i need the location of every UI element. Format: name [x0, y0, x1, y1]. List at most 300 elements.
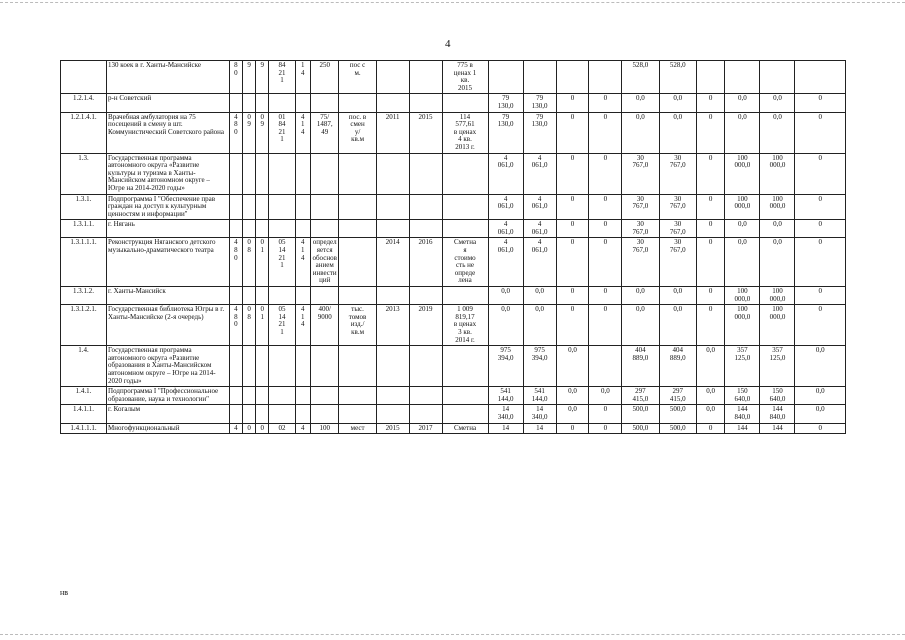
table-cell: 0 — [556, 305, 589, 346]
table-cell — [442, 94, 488, 112]
table-cell — [295, 287, 310, 305]
table-cell: 0 — [556, 153, 589, 194]
table-cell: 0 — [589, 153, 622, 194]
row-code: 1.3.1.2.1. — [61, 305, 107, 346]
table-cell: 01 84 21 1 — [269, 112, 295, 153]
table-row — [61, 287, 846, 305]
table-cell: 8 0 — [229, 61, 242, 94]
table-cell: 541 144,0 — [488, 387, 523, 405]
table-cell: пос. в смен у/ кв.м — [339, 112, 376, 153]
table-cell — [229, 153, 242, 194]
row-title: г. Ханты-Мансийск — [107, 287, 230, 305]
table-cell — [242, 405, 255, 423]
table-cell — [310, 346, 339, 387]
table-cell: 0 — [556, 220, 589, 238]
table-cell: 250 — [310, 61, 339, 94]
table-cell: 0 1 — [256, 305, 269, 346]
table-cell — [589, 346, 622, 387]
table-cell: 0 — [589, 238, 622, 287]
table-cell: 0,0 — [725, 220, 760, 238]
table-cell — [295, 346, 310, 387]
table-cell — [310, 405, 339, 423]
table-cell: 0,0 — [523, 305, 556, 346]
table-cell — [310, 153, 339, 194]
table-cell: 0,0 — [659, 287, 696, 305]
table-cell — [269, 405, 295, 423]
table-cell: 1 4 — [295, 61, 310, 94]
table-cell — [229, 194, 242, 220]
table-cell: Сметна — [442, 423, 488, 434]
table-cell: 2016 — [409, 238, 442, 287]
table-cell: 0 — [589, 287, 622, 305]
table-cell: 0 — [256, 423, 269, 434]
table-cell: 528,0 — [659, 61, 696, 94]
table-cell — [376, 194, 409, 220]
table-cell — [696, 61, 725, 94]
table-cell: 100 — [310, 423, 339, 434]
table-cell: 100 000,0 — [725, 305, 760, 346]
table-cell: 0,0 — [622, 287, 659, 305]
row-title: г. Когалым — [107, 405, 230, 423]
table-cell — [242, 153, 255, 194]
table-cell — [256, 153, 269, 194]
table-cell: тыс. томов изд./ кв.м — [339, 305, 376, 346]
table-cell: 0 — [795, 287, 846, 305]
table-cell: 0 — [589, 94, 622, 112]
table-cell: 0 — [696, 423, 725, 434]
row-title: Реконструкция Няганского детского музыкально-драматического театра — [107, 238, 230, 287]
table-cell: 0 — [556, 423, 589, 434]
table-cell — [376, 61, 409, 94]
table-cell: 0,0 — [659, 305, 696, 346]
table-cell: 297 415,0 — [622, 387, 659, 405]
table-cell: 0,0 — [589, 387, 622, 405]
table-cell: 30 767,0 — [659, 220, 696, 238]
table-cell — [256, 194, 269, 220]
table-cell: 4 8 0 — [229, 305, 242, 346]
table-cell: 4 061,0 — [488, 153, 523, 194]
table-cell: 30 767,0 — [622, 238, 659, 287]
table-cell: 4 061,0 — [523, 194, 556, 220]
table-row — [61, 112, 846, 153]
table-cell: 0,0 — [760, 238, 795, 287]
table-cell: 0 — [589, 194, 622, 220]
table-cell — [409, 220, 442, 238]
table-cell: 0 — [589, 423, 622, 434]
table-cell: 2015 — [376, 423, 409, 434]
table-cell — [256, 94, 269, 112]
table-cell: 541 144,0 — [523, 387, 556, 405]
table-cell: 4 061,0 — [488, 238, 523, 287]
row-code: 1.4.1. — [61, 387, 107, 405]
table-row — [61, 423, 846, 434]
table-cell: 100 000,0 — [725, 194, 760, 220]
table-cell — [339, 194, 376, 220]
table-cell: 0,0 — [795, 387, 846, 405]
table-cell: 0,0 — [622, 305, 659, 346]
table-cell — [409, 287, 442, 305]
table-cell — [242, 346, 255, 387]
table-cell: 100 000,0 — [760, 305, 795, 346]
table-cell: 0,0 — [725, 112, 760, 153]
table-cell — [295, 405, 310, 423]
table-cell: 144 840,0 — [725, 405, 760, 423]
table-cell: 0,0 — [760, 112, 795, 153]
row-code: 1.4.1.1. — [61, 405, 107, 423]
table-cell — [339, 238, 376, 287]
table-cell: 4 8 0 — [229, 112, 242, 153]
table-cell: пос с м. — [339, 61, 376, 94]
table-cell — [269, 346, 295, 387]
table-cell — [442, 153, 488, 194]
row-title: Подпрограмма I "Профессиональное образование, наука и технологии" — [107, 387, 230, 405]
table-cell: 150 640,0 — [725, 387, 760, 405]
table-cell: 30 767,0 — [659, 194, 696, 220]
table-cell — [295, 220, 310, 238]
table-cell — [229, 94, 242, 112]
table-cell: 528,0 — [622, 61, 659, 94]
table-row — [61, 305, 846, 346]
table-cell: 1 009 819,17 в ценах 3 кв. 2014 г. — [442, 305, 488, 346]
table-cell: 0 — [795, 112, 846, 153]
table-cell: 0 — [795, 220, 846, 238]
table-cell: 2017 — [409, 423, 442, 434]
table-cell: 2011 — [376, 112, 409, 153]
table-cell: 150 640,0 — [760, 387, 795, 405]
table-cell: 0 — [795, 423, 846, 434]
table-row — [61, 405, 846, 423]
table-cell: 14 — [523, 423, 556, 434]
table-cell: 357 125,0 — [760, 346, 795, 387]
table-cell — [339, 405, 376, 423]
table-cell — [295, 94, 310, 112]
table-cell: 0,0 — [556, 387, 589, 405]
table-cell — [229, 287, 242, 305]
table-cell: 9 — [242, 61, 255, 94]
table-cell: 0 — [556, 112, 589, 153]
row-title: Государственная библиотека Югры в г. Ханты-Мансийске (2-я очередь) — [107, 305, 230, 346]
row-title: Подпрограмма I "Обеспечение прав граждан на доступ к культурным ценностям и информации" — [107, 194, 230, 220]
table-cell: 0,0 — [795, 346, 846, 387]
table-cell — [589, 61, 622, 94]
table-cell: 0 — [795, 194, 846, 220]
table-cell — [339, 94, 376, 112]
table-cell — [409, 153, 442, 194]
table-cell: 0,0 — [622, 94, 659, 112]
table-cell: 79 130,0 — [523, 112, 556, 153]
table-cell — [376, 153, 409, 194]
row-code: 1.4.1.1.1. — [61, 423, 107, 434]
table-cell: 0 — [556, 238, 589, 287]
table-cell: 0,0 — [659, 112, 696, 153]
table-cell: 357 125,0 — [725, 346, 760, 387]
table-cell: 4 061,0 — [523, 220, 556, 238]
table-cell — [556, 61, 589, 94]
table-cell — [295, 194, 310, 220]
table-cell: 4 — [295, 423, 310, 434]
table-cell: 0 — [589, 305, 622, 346]
table-cell — [409, 61, 442, 94]
row-title: Государственная программа автономного округа «Развитие образования в Ханты-Мансийском автономном округе – Югре на 2014-2020 годы» — [107, 346, 230, 387]
table-cell: 975 394,0 — [523, 346, 556, 387]
table-cell: 4 1 4 — [295, 238, 310, 287]
table-cell: 114 577,61 в ценах 4 кв. 2013 г. — [442, 112, 488, 153]
table-cell: 4 8 0 — [229, 238, 242, 287]
table-cell: 30 767,0 — [622, 220, 659, 238]
table-cell — [229, 346, 242, 387]
table-cell: 0 — [795, 94, 846, 112]
table-cell — [339, 220, 376, 238]
top-scan-edge — [0, 2, 905, 4]
table-cell — [339, 387, 376, 405]
table-cell — [442, 346, 488, 387]
table-row — [61, 220, 846, 238]
table-cell — [256, 405, 269, 423]
table-cell: 0 — [696, 94, 725, 112]
table-cell: 400/ 9000 — [310, 305, 339, 346]
table-cell: 404 889,0 — [622, 346, 659, 387]
row-code: 1.3.1.1.1. — [61, 238, 107, 287]
row-title: Врачебная амбулатория на 75 посещений в смену в шт. Коммунистический Советского района — [107, 112, 230, 153]
table-cell — [376, 94, 409, 112]
table-cell — [310, 220, 339, 238]
table-cell: 2015 — [409, 112, 442, 153]
table-cell — [242, 387, 255, 405]
table-cell: 4 061,0 — [488, 194, 523, 220]
table-cell: 144 — [725, 423, 760, 434]
table-cell: 100 000,0 — [760, 287, 795, 305]
table-cell: 0 — [242, 423, 255, 434]
bottom-scan-edge — [0, 634, 905, 636]
row-title: 130 коек в г. Ханты-Мансийске — [107, 61, 230, 94]
table-cell — [295, 153, 310, 194]
row-title: Многофункциональный — [107, 423, 230, 434]
table-cell: 9 — [256, 61, 269, 94]
footer-mark: нв — [60, 588, 69, 597]
table-cell: 0 — [696, 305, 725, 346]
table-cell: 0,0 — [488, 305, 523, 346]
table-cell: 500,0 — [622, 405, 659, 423]
table-cell: 0 — [589, 220, 622, 238]
row-code — [61, 61, 107, 94]
table-cell: 14 340,0 — [488, 405, 523, 423]
table-cell: 0,0 — [622, 112, 659, 153]
table-cell: 0,0 — [760, 220, 795, 238]
table-cell — [256, 387, 269, 405]
table-cell: 297 415,0 — [659, 387, 696, 405]
table-cell: 4 061,0 — [523, 238, 556, 287]
table-cell: 0 — [795, 305, 846, 346]
row-code: 1.3.1.1. — [61, 220, 107, 238]
table-cell — [339, 287, 376, 305]
table-cell: 0 — [556, 287, 589, 305]
table-cell — [409, 194, 442, 220]
table-cell: 0 1 — [256, 238, 269, 287]
table-cell: определяется обоснованием инвестиций — [310, 238, 339, 287]
table-cell: 05 14 21 1 — [269, 238, 295, 287]
table-cell: 0,0 — [556, 405, 589, 423]
table-cell — [442, 194, 488, 220]
table-cell: 404 889,0 — [659, 346, 696, 387]
table-cell: 0 — [795, 238, 846, 287]
table-cell: 0,0 — [760, 94, 795, 112]
table-cell — [376, 405, 409, 423]
table-cell: 0,0 — [696, 405, 725, 423]
table-cell — [442, 387, 488, 405]
table-cell: 30 767,0 — [659, 153, 696, 194]
table-cell: 0,0 — [556, 346, 589, 387]
table-row — [61, 61, 846, 94]
table-cell — [376, 387, 409, 405]
table-cell — [256, 220, 269, 238]
table-cell: 0,0 — [696, 387, 725, 405]
table-cell: 975 394,0 — [488, 346, 523, 387]
table-cell: 30 767,0 — [622, 194, 659, 220]
table-cell: 0 — [696, 153, 725, 194]
table-cell — [310, 194, 339, 220]
table-cell — [269, 287, 295, 305]
table-cell — [339, 153, 376, 194]
table-cell: 4 061,0 — [523, 153, 556, 194]
table-cell: Сметна я стоимо сть не опреде лена — [442, 238, 488, 287]
table-cell: 05 14 21 1 — [269, 305, 295, 346]
table-cell — [409, 94, 442, 112]
table-cell — [242, 194, 255, 220]
table-cell: 0,0 — [725, 94, 760, 112]
table-cell: 500,0 — [622, 423, 659, 434]
table-cell — [409, 387, 442, 405]
table-cell — [256, 346, 269, 387]
table-cell — [269, 220, 295, 238]
table-cell — [242, 94, 255, 112]
table-cell: 0,0 — [725, 238, 760, 287]
table-cell: 4 061,0 — [488, 220, 523, 238]
table-cell: 0 — [696, 112, 725, 153]
row-code: 1.2.1.4. — [61, 94, 107, 112]
table-cell: 0 8 — [242, 305, 255, 346]
table-cell: 79 130,0 — [523, 94, 556, 112]
row-code: 1.3.1.2. — [61, 287, 107, 305]
table-cell: 0 8 — [242, 238, 255, 287]
table-row — [61, 153, 846, 194]
table-cell: 100 000,0 — [760, 194, 795, 220]
table-cell — [376, 220, 409, 238]
table-cell: 0 — [696, 238, 725, 287]
page-number: 4 — [445, 38, 451, 50]
table-cell: 0 — [696, 220, 725, 238]
table-cell — [269, 94, 295, 112]
table-cell — [269, 387, 295, 405]
table-cell: 0,0 — [659, 94, 696, 112]
table-cell — [442, 220, 488, 238]
table-cell: 0,0 — [523, 287, 556, 305]
table-cell — [310, 287, 339, 305]
table-cell: 0 — [696, 287, 725, 305]
table-cell: 2013 — [376, 305, 409, 346]
table-cell: 0 — [795, 153, 846, 194]
table-cell: 100 000,0 — [725, 287, 760, 305]
table-cell: 0 — [556, 194, 589, 220]
table-cell — [242, 220, 255, 238]
table-cell: 2014 — [376, 238, 409, 287]
table-cell — [409, 405, 442, 423]
table-cell: 14 340,0 — [523, 405, 556, 423]
table-cell: 0 9 — [256, 112, 269, 153]
row-code: 1.4. — [61, 346, 107, 387]
table-row — [61, 238, 846, 287]
table-cell: 75/ 1487, 49 — [310, 112, 339, 153]
table-cell: 2019 — [409, 305, 442, 346]
row-title: г. Нягань — [107, 220, 230, 238]
table-cell: 84 21 1 — [269, 61, 295, 94]
table-cell: 30 767,0 — [622, 153, 659, 194]
table-cell: 14 — [488, 423, 523, 434]
table-cell — [256, 287, 269, 305]
table-cell: 775 в ценах 1 кв. 2015 — [442, 61, 488, 94]
table-cell: 100 000,0 — [760, 153, 795, 194]
table-cell: 500,0 — [659, 405, 696, 423]
table-cell — [229, 387, 242, 405]
table-cell — [409, 346, 442, 387]
table-cell — [523, 61, 556, 94]
table-cell: 0,0 — [488, 287, 523, 305]
table-cell: 4 1 4 — [295, 305, 310, 346]
row-code: 1.3.1. — [61, 194, 107, 220]
table-cell: 4 — [229, 423, 242, 434]
table-cell: 0 — [589, 405, 622, 423]
table-cell: 30 767,0 — [659, 238, 696, 287]
row-title: Государственная программа автономного округа «Развитие культуры и туризма в Ханты-Мансийском автономном округе – Югре на 2014-2020 годы» — [107, 153, 230, 194]
table-cell: 79 130,0 — [488, 112, 523, 153]
table-cell — [442, 405, 488, 423]
table-cell: 0 — [696, 194, 725, 220]
table-cell — [295, 387, 310, 405]
table-cell — [442, 287, 488, 305]
table-cell — [339, 346, 376, 387]
table-cell: 144 840,0 — [760, 405, 795, 423]
row-title: р-н Советский — [107, 94, 230, 112]
investment-table — [60, 60, 846, 434]
table-cell: мест — [339, 423, 376, 434]
row-code: 1.2.1.4.1. — [61, 112, 107, 153]
table-cell — [376, 346, 409, 387]
table-cell — [310, 94, 339, 112]
table-cell — [725, 61, 760, 94]
table-cell — [269, 153, 295, 194]
table-cell — [229, 220, 242, 238]
table-cell: 4 1 4 — [295, 112, 310, 153]
table-cell: 0 — [589, 112, 622, 153]
table-cell: 0 — [556, 94, 589, 112]
row-code: 1.3. — [61, 153, 107, 194]
table-cell: 100 000,0 — [725, 153, 760, 194]
table-cell: 02 — [269, 423, 295, 434]
table-cell — [795, 61, 846, 94]
table-cell — [269, 194, 295, 220]
table-cell: 0,0 — [696, 346, 725, 387]
table-cell — [376, 287, 409, 305]
table-cell — [760, 61, 795, 94]
table-row — [61, 387, 846, 405]
table-row — [61, 194, 846, 220]
table-cell — [488, 61, 523, 94]
table-row — [61, 346, 846, 387]
table-cell: 500,0 — [659, 423, 696, 434]
table-cell — [242, 287, 255, 305]
table-cell: 79 130,0 — [488, 94, 523, 112]
table-cell: 0 9 — [242, 112, 255, 153]
table-cell — [310, 387, 339, 405]
